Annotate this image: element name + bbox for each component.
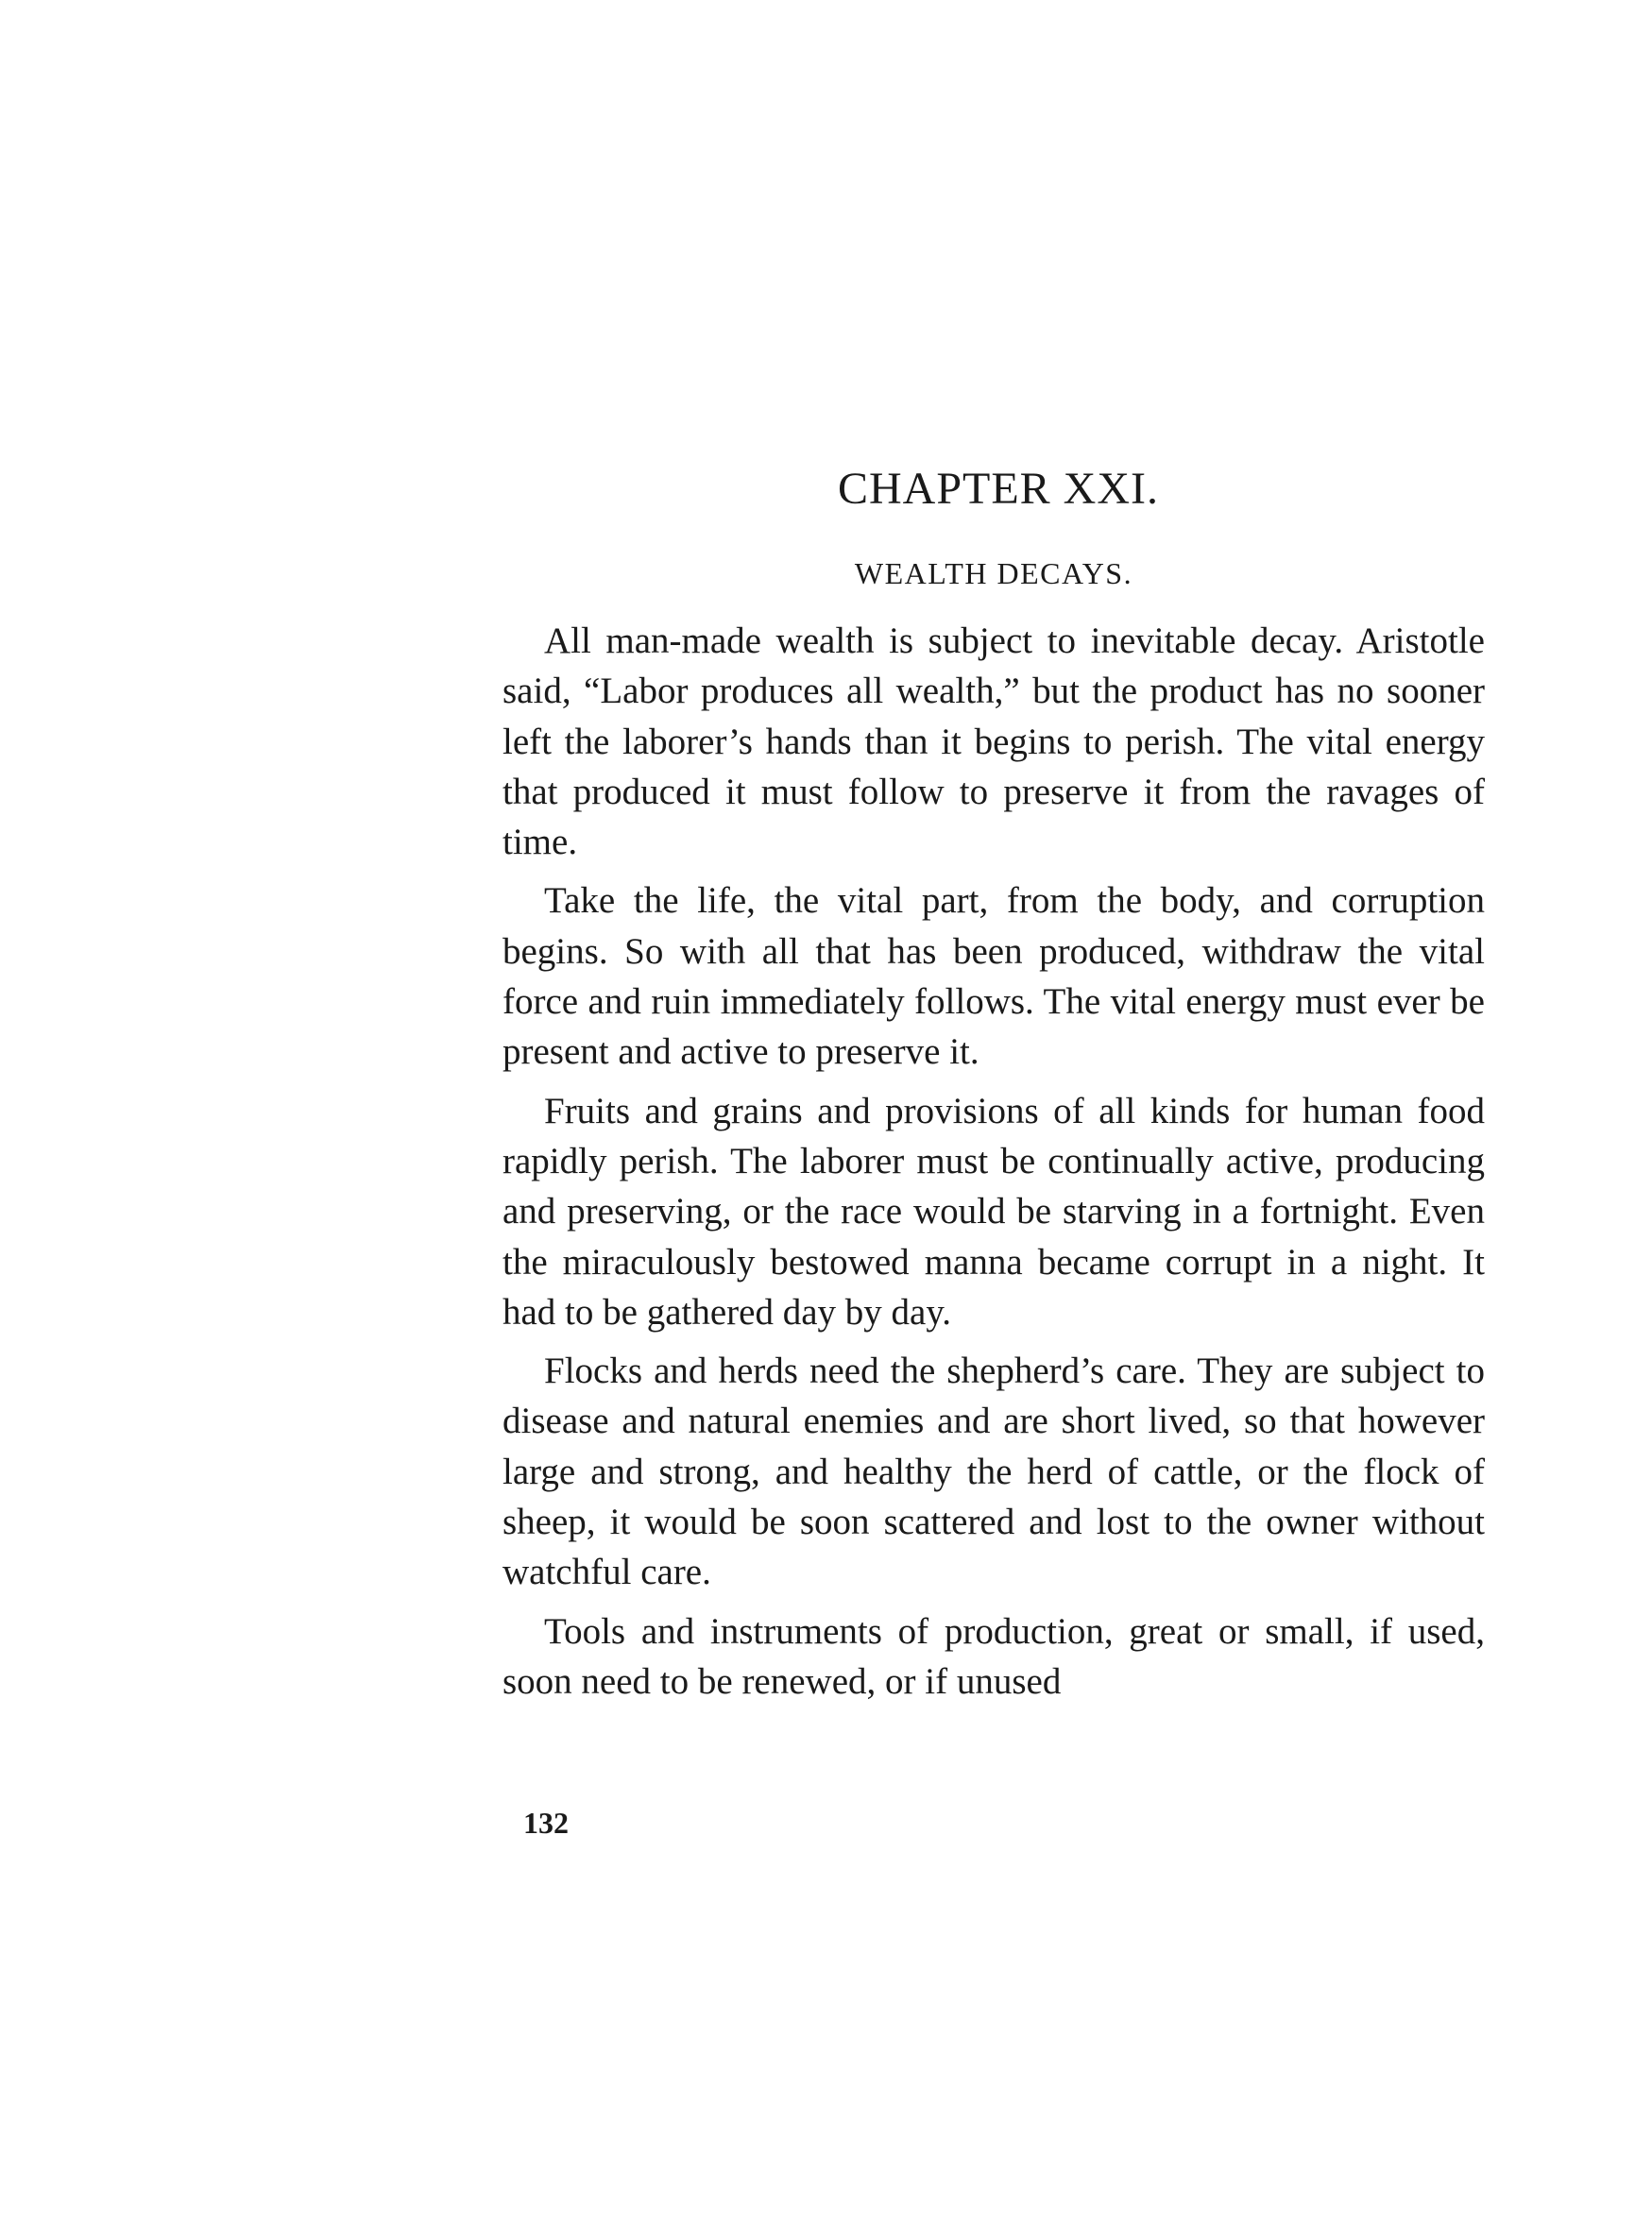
paragraph: Take the life, the vital part, from the body, and corruption begins. So with all that has been produced, withdraw the vital force and ruin immediately follows. The vital energy must ever be present and active to preserve it. xyxy=(502,880,1485,1073)
paragraph: Fruits and grains and provisions of all kinds for human food rapidly perish. The laborer must be continually active, producing and preserving, or the race would be starving in a fortnight. Even the miraculously bestowed manna became corrupt in a night. It had to be gathered day by day. xyxy=(502,1090,1485,1333)
paragraph: Tools and instruments of production, great or small, if used, soon need to be renewed, or if unused xyxy=(502,1610,1485,1702)
paragraph: All man-made wealth is subject to inevitable decay. Aristotle said, “Labor produces all wealth,” but the product has no sooner left the laborer’s hands than it begins to perish. The vital energy that produced it must follow to preserve it from the ravages of time. xyxy=(502,620,1485,863)
page-number: 132 xyxy=(523,1806,569,1840)
paragraph: Flocks and herds need the shepherd’s care. They are subject to disease and natural enemies and are short lived, so that however large and strong, and healthy the herd of cattle, or the flock of sheep, it would be soon scattered and lost to the owner without watchful care. xyxy=(502,1351,1485,1593)
body-text xyxy=(502,616,1485,1715)
chapter-title: CHAPTER XXI. xyxy=(837,464,1159,514)
chapter-subtitle: WEALTH DECAYS. xyxy=(854,556,1133,590)
book-page xyxy=(502,0,1485,2226)
